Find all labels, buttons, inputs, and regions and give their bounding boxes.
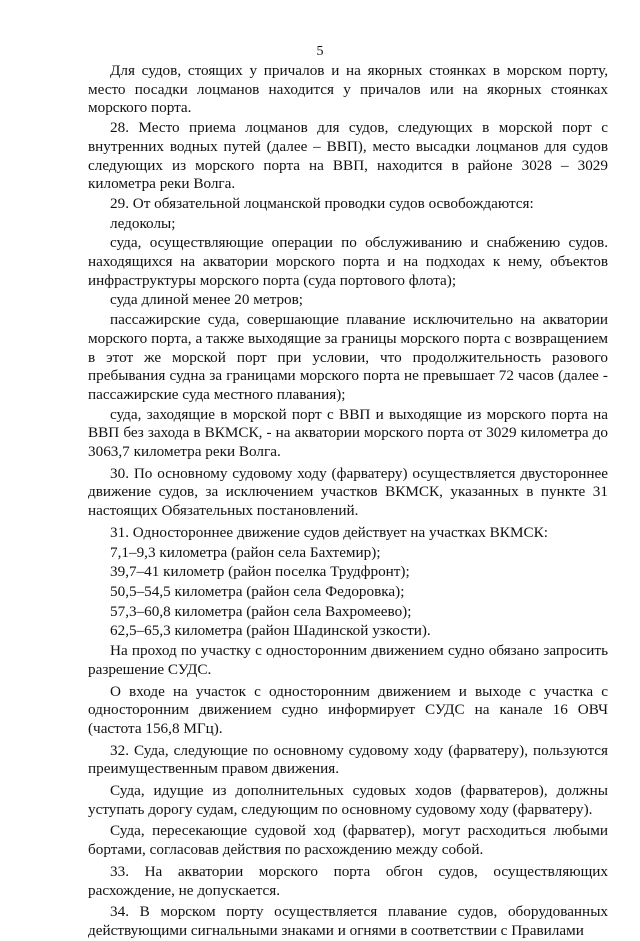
paragraph: 30. По основному судовому ходу (фарватеру) осуществляется двустороннее движение судов, за исключением участков ВКМСК, указанных в пункте 31 настоящих Обязательных постановлений. [88,464,608,520]
paragraph: 62,5–65,3 километра (район Шадинской узкости). [110,622,431,640]
paragraph: 31. Одностороннее движение судов действует на участках ВКМСК: [110,523,548,541]
paragraph: 50,5–54,5 километра (район села Федоровка); [110,582,405,600]
paragraph: 29. От обязательной лоцманской проводки судов освобождаются: [110,194,534,212]
paragraph: 7,1–9,3 километра (район села Бахтемир); [110,543,381,561]
paragraph: 57,3–60,8 километра (район села Вахромеево); [110,602,412,620]
document-body [88,62,608,941]
paragraph: Суда, идущие из дополнительных судовых ходов (фарватеров), должны уступать дорогу судам, следующим по основному судовому ходу (фарватеру). [88,782,608,818]
paragraph: Суда, пересекающие судовой ход (фарватер), могут расходиться любыми бортами, согласовав действия по расхождению между собой. [88,822,608,859]
paragraph: 34. В морском порту осуществляется плавание судов, оборудованных действующими сигнальными знаками и огнями в соответствии с Правилами [88,903,608,939]
paragraph: 28. Место приема лоцманов для судов, следующих в морской порт с внутренних водных путей (далее – ВВП), место высадки лоцманов для судов следующих из морского порта на ВВП, находится в районе 3028 – 3029 километра реки Волга. [88,119,608,193]
paragraph: Для судов, стоящих у причалов и на якорных стоянках в морском порту, место посадки лоцманов находится у причалов или на якорных стоянках морского порта. [88,62,608,117]
paragraph: суда, заходящие в морской порт с ВВП и выходящие из морского порта на ВВП без захода в ВКМСК, - на акватории морского порта от 3029 километра до 3063,7 километра реки Волга. [88,405,608,461]
paragraph: О входе на участок с односторонним движением и выходе с участка с односторонним движением судно информирует СУДС на канале 16 ОВЧ (частота 156,8 МГц). [88,682,608,737]
paragraph: суда длиной менее 20 метров; [110,291,304,309]
paragraph: 39,7–41 километр (район поселка Трудфронт); [110,563,410,581]
paragraph: пассажирские суда, совершающие плавание исключительно на акватории морского порта, а также выходящие за границы морского порта с возвращением в этот же морской порт при условии, что продолжительность разового пребывания судна за границами морского порта не превышает 72 часов (далее - пассажирские суда местного плавания); [88,311,608,403]
paragraph: 32. Суда, следующие по основному судовому ходу (фарватеру), пользуются преимущественным правом движения. [88,741,608,778]
paragraph: суда, осуществляющие операции по обслуживанию и снабжению судов. находящихся на акватории морского порта и на подходах к нему, объектов инфраструктуры морского порта (суда портового флота); [88,234,608,289]
page-number: 5 [316,44,324,59]
paragraph: 33. На акватории морского порта обгон судов, осуществляющих расхождение, не допускается. [88,862,608,899]
paragraph: ледоколы; [110,214,176,232]
paragraph: На проход по участку с односторонним движением судно обязано запросить разрешение СУДС. [88,642,608,678]
